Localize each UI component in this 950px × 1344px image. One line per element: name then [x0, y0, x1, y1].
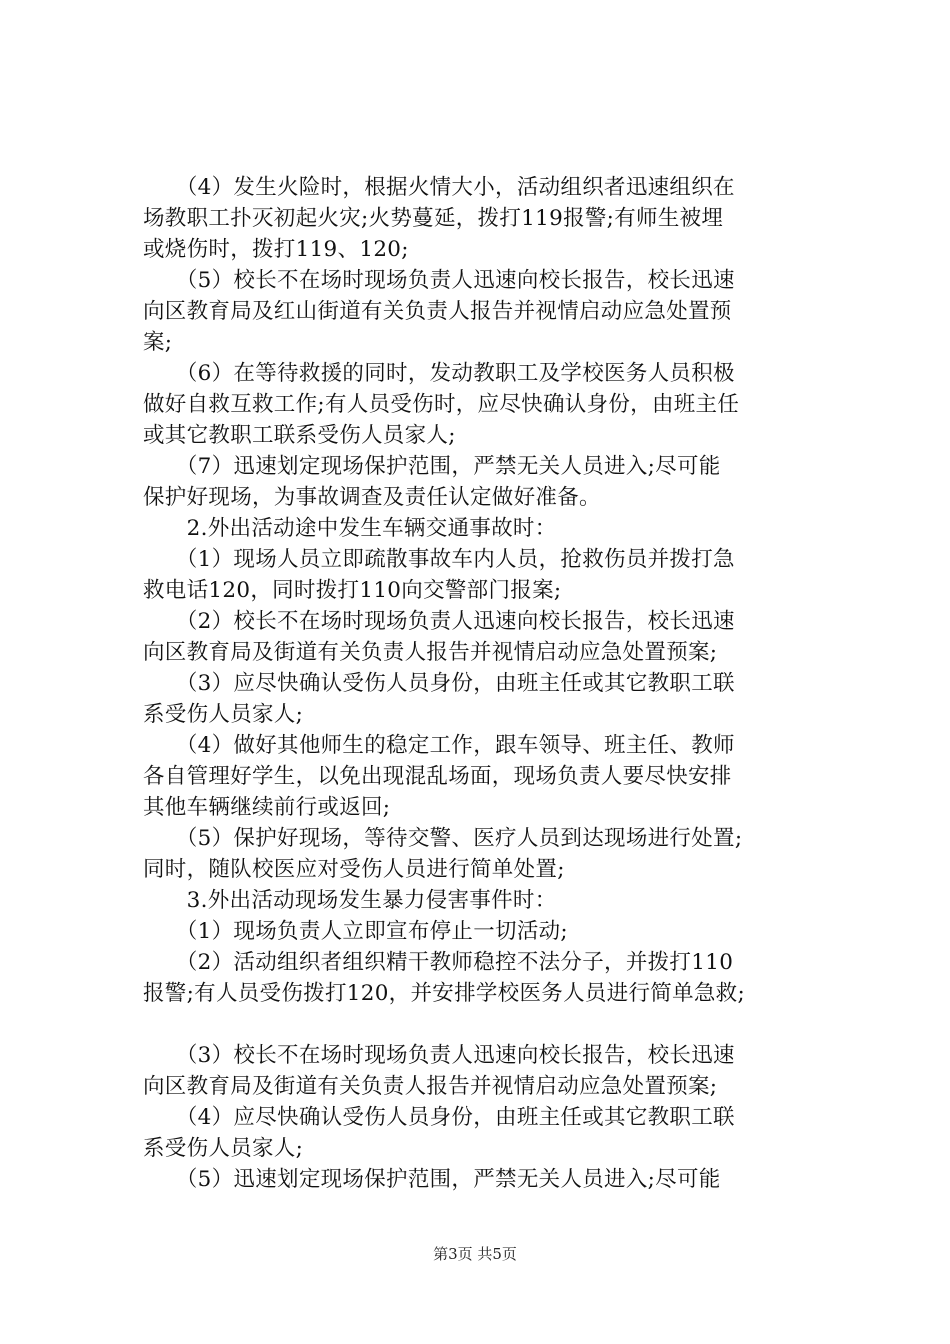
text-line: （2）校长不在场时现场负责人迅速向校长报告，校长迅速 — [143, 609, 735, 634]
text-line: 场教职工扑灭初起火灾;火势蔓延，拨打119报警;有师生被埋 — [143, 206, 724, 231]
text-line: 救电话120，同时拨打110向交警部门报案; — [143, 578, 562, 603]
text-line: 向区教育局及街道有关负责人报告并视情启动应急处置预案; — [143, 640, 718, 665]
text-line: （7）迅速划定现场保护范围，严禁无关人员进入;尽可能 — [143, 454, 721, 479]
text-line: （4）应尽快确认受伤人员身份，由班主任或其它教职工联 — [143, 1105, 735, 1130]
text-line: 同时，随队校医应对受伤人员进行简单处置; — [143, 857, 565, 882]
blank-line — [143, 1009, 833, 1040]
text-line: （4）做好其他师生的稳定工作，跟车领导、班主任、教师 — [143, 733, 735, 758]
text-line: （5）保护好现场，等待交警、医疗人员到达现场进行处置; — [143, 826, 743, 851]
text-line: 报警;有人员受伤拨打120，并安排学校医务人员进行简单急救; — [143, 981, 746, 1006]
text-line: （4）发生火险时，根据火情大小，活动组织者迅速组织在 — [143, 175, 735, 200]
text-line: （2）活动组织者组织精干教师稳控不法分子，并拨打110 — [143, 950, 734, 975]
text-line: （5）校长不在场时现场负责人迅速向校长报告，校长迅速 — [143, 268, 735, 293]
text-line: 向区教育局及红山街道有关负责人报告并视情启动应急处置预 — [143, 299, 732, 324]
text-line: 系受伤人员家人; — [143, 702, 304, 727]
text-line: （6）在等待救援的同时，发动教职工及学校医务人员积极 — [143, 361, 735, 386]
text-line: 案; — [143, 330, 173, 355]
text-line: 2.外出活动途中发生车辆交通事故时： — [143, 516, 557, 541]
text-line: （1）现场负责人立即宣布停止一切活动; — [143, 919, 568, 944]
text-line: 或烧伤时，拨打119、120; — [143, 237, 409, 262]
text-line: （3）应尽快确认受伤人员身份，由班主任或其它教职工联 — [143, 671, 735, 696]
text-line: 保护好现场，为事故调查及责任认定做好准备。 — [143, 485, 601, 510]
text-line: 3.外出活动现场发生暴力侵害事件时： — [143, 888, 557, 913]
text-line: （1）现场人员立即疏散事故车内人员，抢救伤员并拨打急 — [143, 547, 735, 572]
text-line: 做好自救互救工作;有人员受伤时，应尽快确认身份，由班主任 — [143, 392, 740, 417]
text-line: 或其它教职工联系受伤人员家人; — [143, 423, 456, 448]
document-body — [143, 172, 833, 1195]
text-line: 其他车辆继续前行或返回; — [143, 795, 391, 820]
page-number-footer: 第3页 共5页 — [433, 1245, 517, 1263]
text-line: 系受伤人员家人; — [143, 1136, 304, 1161]
text-line: （5）迅速划定现场保护范围，严禁无关人员进入;尽可能 — [143, 1167, 721, 1192]
text-line: 向区教育局及街道有关负责人报告并视情启动应急处置预案; — [143, 1074, 718, 1099]
text-line: （3）校长不在场时现场负责人迅速向校长报告，校长迅速 — [143, 1043, 735, 1068]
text-line: 各自管理好学生，以免出现混乱场面，现场负责人要尽快安排 — [143, 764, 732, 789]
